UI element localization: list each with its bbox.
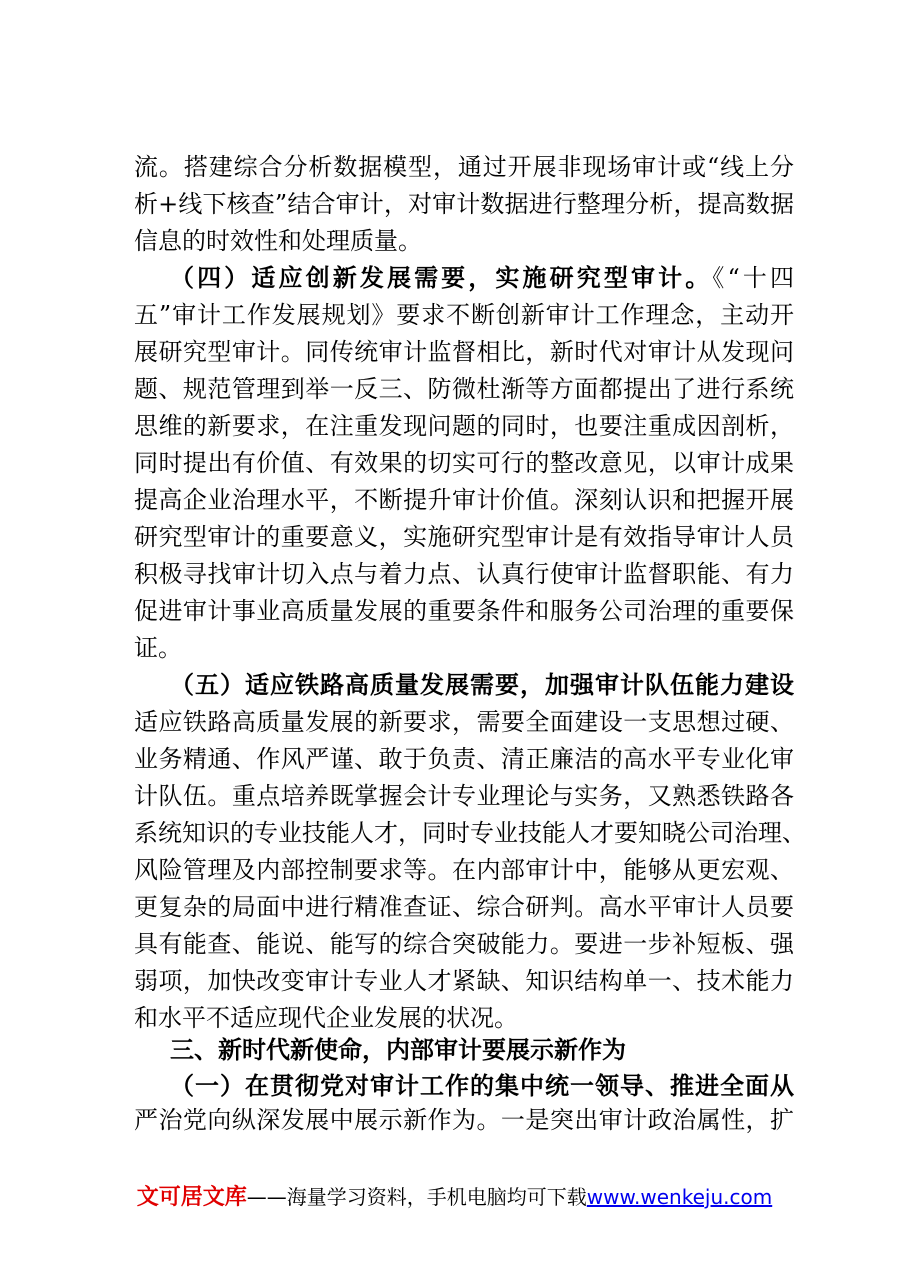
text-line: 适应铁路高质量发展的新要求，需要全面建设一支思想过硬、 [134,708,794,736]
footer-brand: 文可居文库 [136,1185,247,1210]
text-line: 证。 [134,634,182,662]
paragraph-lead-line [170,258,794,298]
text-line: 信息的时效性和处理质量。 [134,227,422,255]
text-line: 思维的新要求，在注重发现问题的同时，也要注重成因剖析， [134,412,794,440]
text-line: 弱项，加快改变审计专业人才紧缺、知识结构单一、技术能力 [134,967,794,995]
text-line: 积极寻找审计切入点与着力点、认真行使审计监督职能、有力 [134,560,794,588]
text-line: 计队伍。重点培养既掌握会计专业理论与实务，又熟悉铁路各 [134,782,794,810]
paragraph-lead: （一）在贯彻党对审计工作的集中统一领导、推进全面从 [170,1072,794,1100]
text-line: 展研究型审计。同传统审计监督相比，新时代对审计从发现问 [134,338,794,366]
text-line: 同时提出有价值、有效果的切实可行的整改意见，以审计成果 [134,449,794,477]
footer-link[interactable]: www.wenkeju.com [586,1185,773,1209]
text-line: 严治党向纵深发展中展示新作为。一是突出审计政治属性，扩 [134,1106,794,1134]
text-line: 促进审计事业高质量发展的重要条件和服务公司治理的重要保 [134,597,794,625]
text-line: 研究型审计的重要意义，实施研究型审计是有效指导审计人员 [134,523,794,551]
text-line: 析+线下核查”结合审计，对审计数据进行整理分析，提高数据 [134,190,794,218]
text-line: 系统知识的专业技能人才，同时专业技能人才要知晓公司治理、 [134,819,806,847]
paragraph-lead-line [170,665,794,705]
text-line: 题、规范管理到举一反三、防微杜渐等方面都提出了进行系统 [134,375,794,403]
text-line: 和水平不适应现代企业发展的状况。 [134,1004,518,1032]
text-line: 业务精通、作风严谨、敢于负责、清正廉洁的高水平专业化审 [134,745,794,773]
page-footer [0,1182,909,1213]
text-line: 五”审计工作发展规划》要求不断创新审计工作理念，主动开 [134,301,794,329]
text-fragment: 《“十四 [712,264,794,292]
paragraph-lead: （四）适应创新发展需要，实施研究型审计。 [170,264,713,292]
text-line: 更复杂的局面中进行精准查证、综合研判。高水平审计人员要 [134,893,794,921]
text-line: 风险管理及内部控制要求等。在内部审计中，能够从更宏观、 [134,856,794,884]
footer-tagline: ——海量学习资料，手机电脑均可下载 [246,1185,587,1209]
text-line: 流。搭建综合分析数据模型，通过开展非现场审计或“线上分 [134,153,794,181]
text-line: 提高企业治理水平，不断提升审计价值。深刻认识和把握开展 [134,486,794,514]
paragraph-lead: （五）适应铁路高质量发展需要，加强审计队伍能力建设 [170,671,794,699]
section-heading: 三、新时代新使命，内部审计要展示新作为 [170,1036,626,1064]
text-line: 具有能查、能说、能写的综合突破能力。要进一步补短板、强 [134,930,794,958]
